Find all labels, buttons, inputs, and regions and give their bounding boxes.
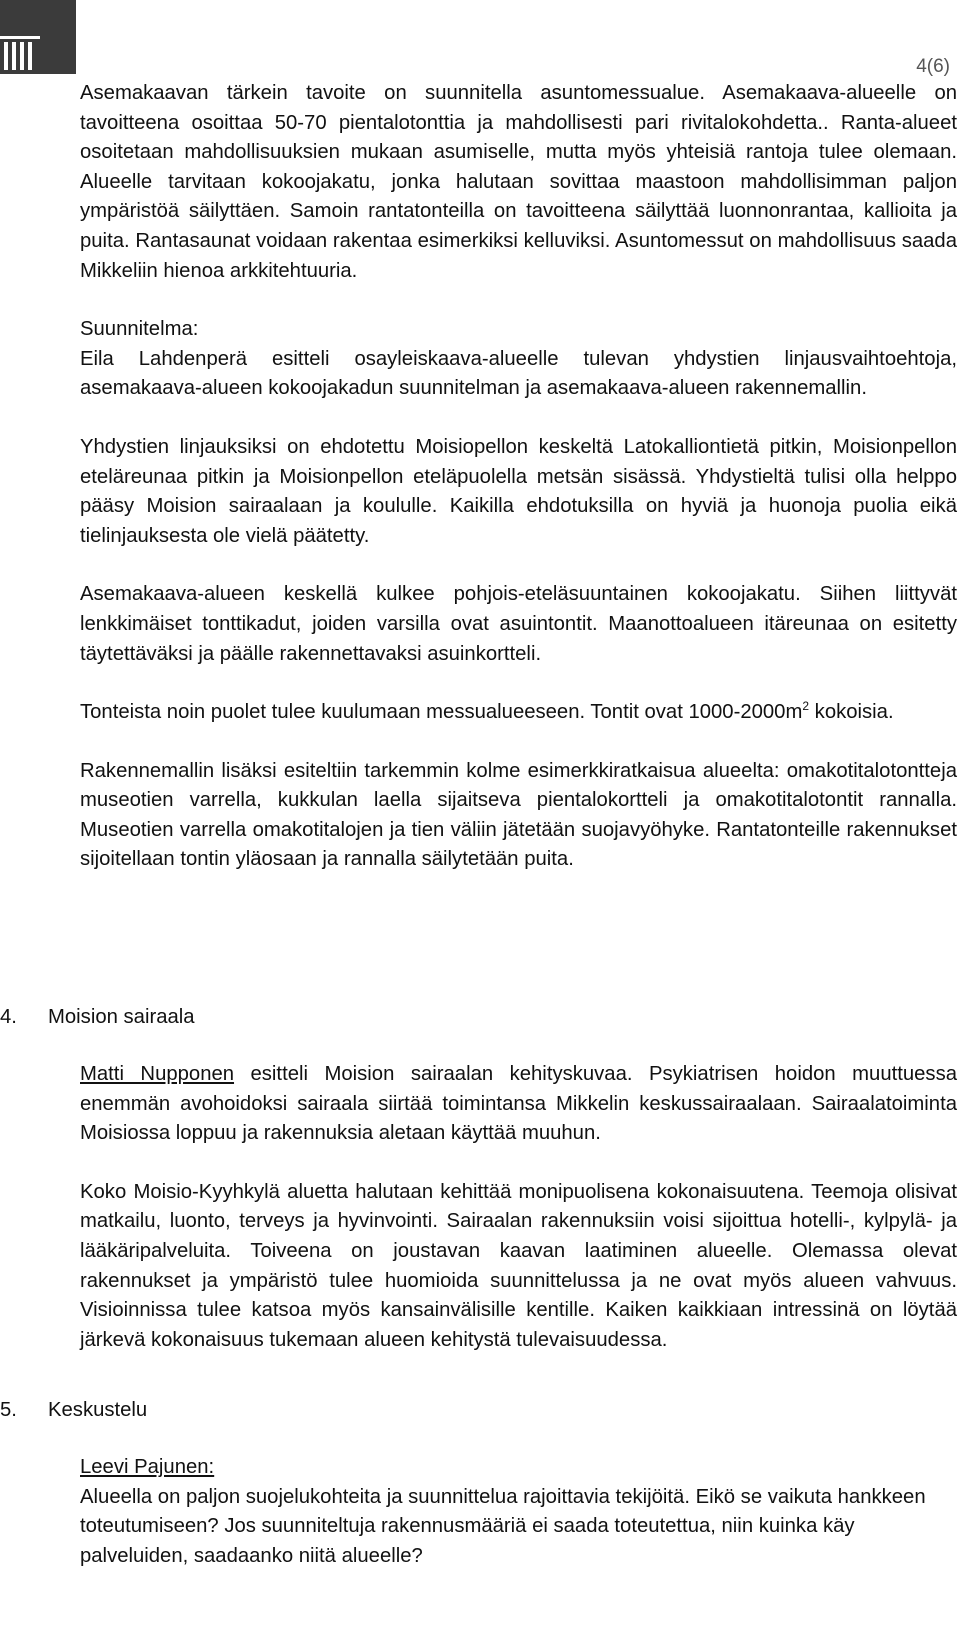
suunnitelma-label: Suunnitelma: <box>80 318 199 341</box>
tontit-text: Tonteista noin puolet tulee kuulumaan messualueeseen. Tontit ovat 1000-2000m <box>80 701 803 724</box>
section-number: 4. <box>0 1006 17 1028</box>
sairaala-section-body <box>80 1060 957 1355</box>
columns-logo-icon <box>0 0 76 74</box>
speaker-name: Leevi Pajunen: <box>80 1456 215 1478</box>
speaker-name: Matti Nupponen <box>80 1063 235 1085</box>
document-body <box>80 79 957 875</box>
keskustelu-section-body <box>80 1453 957 1571</box>
rakennemalli-paragraph: Rakennemallin lisäksi esiteltiin tarkemmin kolme esimerkkiratkaisua alueelta: omakotitalotontteja museotien varrella, kukkulan laella sijaitseva pientalokortteli ja omakotitalotontit rannalla. Museotien varrella omakotitalojen ja tien väliin jätetään suojavyöhyke. Rantatonteille rakennukset sijoitellaan tontin yläosaan ja rannalla säilytetään puita. <box>80 759 957 871</box>
section-heading-4 <box>0 1003 195 1033</box>
intro-paragraph: Asemakaavan tärkein tavoite on suunnitella asuntomessualue. Asemakaava-alueelle on tavoitteena osoittaa 50-70 pientalotonttia ja mahdollisesti pari rivitalokohdetta.. Ranta-alueet osoitetaan mahdollisuuksien mukaan asumiselle, mutta myös yhteisiä rantoja tulee olemaan. Alueelle tarvitaan kokoojakatu, jonka halutaan sovittaa maastoon mahdollisimman paljon ympäristöä säilyttäen. Samoin rantatonteilla on tavoitteena säilyttää luonnonrantaa, kallioita ja puita. Rantasaunat voidaan rakentaa esimerkiksi kelluviksi. Asuntomessut on mahdollisuus saada Mikkeliin hienoa arkkitehtuuria. <box>80 82 957 282</box>
kyyhkyla-paragraph: Koko Moisio-Kyyhkylä aluetta halutaan kehittää monipuolisena kokonaisuutena. Teemoja olisivat matkailu, luonto, terveys ja hyvinvointi. Sairaalan rakennuksiin voisi sijoittua hotelli-, kylpylä- ja lääkäripalveluita. Toiveena on joustavan kaavan laatiminen alueelle. Olemassa olevat rakennukset ja ympäristö tulee huomioida suunnittelussa ja ne ovat myös alueen vahvuus. Visioinnissa tulee katsoa myös kansainvälisille kentille. Kaiken kaikkiaan intressinä on löytää järkevä kokonaisuus tukemaan alueen kehitystä tulevaisuudessa. <box>80 1180 957 1351</box>
tontit-superscript: 2 <box>802 699 810 714</box>
yhdystie-paragraph: Yhdystien linjauksiksi on ehdotettu Moisiopellon keskeltä Latokalliontietä pitkin, Moisionpellon eteläreunaa pitkin ja Moisionpellon eteläpuolella metsän sisässä. Yhdystieltä tulisi olla helppo pääsy Moision sairaalaan ja koululle. Kaikilla ehdotuksilla on hyviä ja huonoja puolia eikä tielinjauksesta ole vielä päätetty. <box>80 435 957 547</box>
page-number: 4(6) <box>916 56 950 77</box>
sairaala-text: esitteli Moision sairaalan kehityskuvaa. Psykiatrisen hoidon muuttuessa enemmän avohoidoksi sairaala siirtää toimintansa Mikkelin keskussairaalaan. Sairaalatoiminta Moisiossa loppuu ja rakennuksia aletaan käyttää muuhun. <box>80 1063 957 1145</box>
kokoojakatu-paragraph: Asemakaava-alueen keskellä kulkee pohjois-eteläsuuntainen kokoojakatu. Siihen liittyvät lenkkimäiset tonttikadut, joiden varsilla ovat asuintontit. Maanottoalueen itäreunaa on esitetty täytettäväksi ja päälle rakennettavaksi asuinkortteli. <box>80 583 957 665</box>
section-title: Keskustelu <box>48 1399 148 1421</box>
suunnitelma-paragraph: Eila Lahdenperä esitteli osayleiskaava-alueelle tulevan yhdystien linjausvaihtoehtoja, asemakaava-alueen kokoojakadun suunnitelman ja asemakaava-alueen rakennemallin. <box>80 347 957 400</box>
keskustelu-paragraph: Alueella on paljon suojelukohteita ja suunnittelua rajoittavia tekijöitä. Eikö se vaikuta hankkeen toteutumiseen? Jos suunniteltuja rakennusmääriä ei saada toteutettua, niin kuinka käy palveluiden, saadaanko niitä alueelle? <box>80 1485 926 1567</box>
section-number: 5. <box>0 1399 17 1421</box>
sairaala-paragraph <box>80 1060 957 1149</box>
section-title: Moision sairaala <box>48 1006 195 1028</box>
tontit-paragraph <box>80 698 957 728</box>
section-heading-5 <box>0 1396 147 1426</box>
tontit-text-end: kokoisia. <box>809 701 894 724</box>
